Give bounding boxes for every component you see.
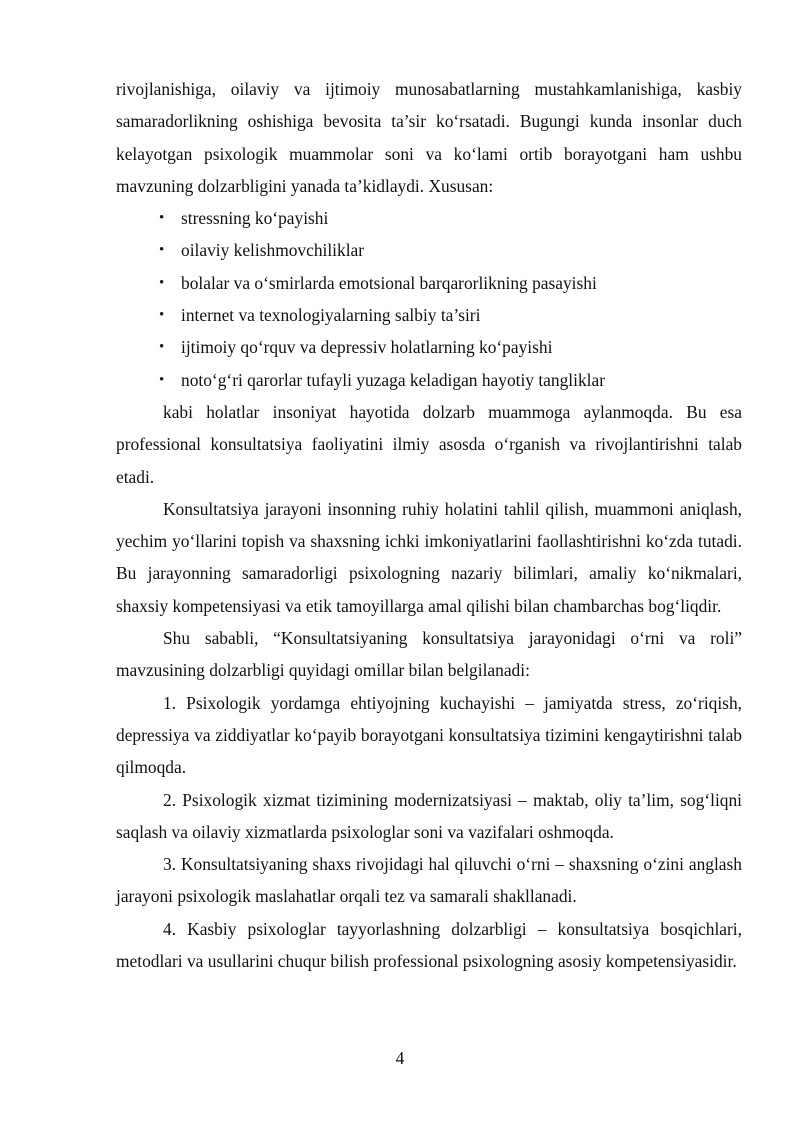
bullet-item: • stressning ko‘payishi <box>116 202 742 234</box>
bullet-item: • noto‘g‘ri qarorlar tufayli yuzaga keladigan hayotiy tangliklar <box>116 364 742 396</box>
page-number: 4 <box>395 1048 405 1068</box>
bullet-item: • bolalar va o‘smirlarda emotsional barqarorlikning pasayishi <box>116 267 742 299</box>
paragraph-consultation-process: Konsultatsiya jarayoni insonning ruhiy holatini tahlil qilish, muammoni aniqlash, yechim yo‘llarini topish va shaxsning ichki imkoniyatlarini faollashtirishni ko‘zda tutadi. Bu jarayonning samaradorligi psixologning nazariy bilimlari, amaliy ko‘nikmalari, shaxsiy kompetensiyasi va etik tamoyillarga amal qilishi bilan chambarchas bog‘liqdir. <box>116 498 742 616</box>
bullet-item: • oilaviy kelishmovchiliklar <box>116 234 742 266</box>
paragraph-relevance: Shu sababli, “Konsultatsiyaning konsultatsiya jarayonidagi o‘rni va roli” mavzusining dolzarbligi quyidagi omillar bilan belgilanadi: <box>116 628 742 681</box>
numbered-item-3: 3. Konsultatsiyaning shaxs rivojidagi hal qiluvchi o‘rni – shaxsning o‘zini anglash jarayoni psixologik maslahatlar orqali tez va samarali shakllanadi. <box>116 854 742 907</box>
numbered-item-1: 1. Psixologik yordamga ehtiyojning kuchayishi – jamiyatda stress, zo‘riqish, depressiya va ziddiyatlar ko‘payib borayotgani konsultatsiya tizimini kengaytirishni talab qilmoqda. <box>116 692 742 778</box>
page-content <box>116 73 742 977</box>
paragraph-conclusion: kabi holatlar insoniyat hayotida dolzarb muammoga aylanmoqda. Bu esa professional konsultatsiya faoliyatini ilmiy asosda o‘rganish va rivojlantirishni talab etadi. <box>116 401 742 487</box>
numbered-item-2: 2. Psixologik xizmat tizimining modernizatsiyasi – maktab, oliy ta’lim, sog‘liqni saqlash va oilaviy xizmatlarda psixologlar soni va vazifalari oshmoqda. <box>116 789 742 842</box>
numbered-item-4: 4. Kasbiy psixologlar tayyorlashning dolzarbligi – konsultatsiya bosqichlari, metodlari va usullarini chuqur bilish professional psixologning asosiy kompetensiyasidir. <box>116 918 742 972</box>
paragraph-intro: rivojlanishiga, oilaviy va ijtimoiy munosabatlarning mustahkamlanishiga, kasbiy samaradorlikning oshishiga bevosita ta’sir ko‘rsatadi. Bugungi kunda insonlar duch kelayotgan psixologik muammolar soni va ko‘lami ortib borayotgani ham ushbu mavzuning dolzarbligini yanada ta’kidlaydi. Xususan: <box>116 79 742 196</box>
bullet-item: • ijtimoiy qo‘rquv va depressiv holatlarning ko‘payishi <box>116 331 742 363</box>
bullet-item: • internet va texnologiyalarning salbiy ta’siri <box>116 299 742 331</box>
bullet-list <box>116 202 742 396</box>
